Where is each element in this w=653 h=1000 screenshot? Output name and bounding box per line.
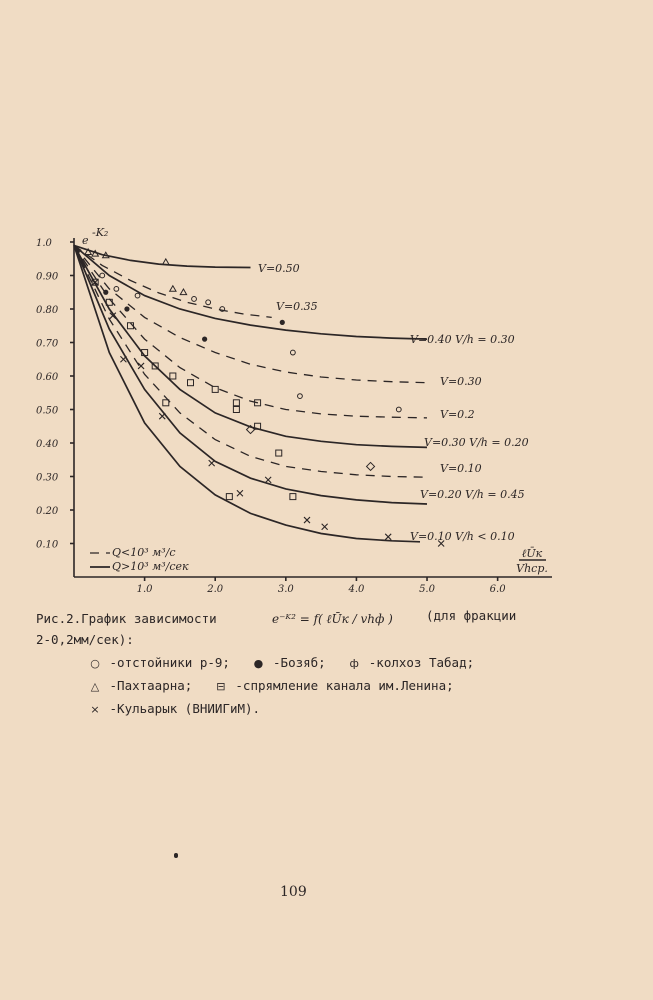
data-point-dot bbox=[103, 290, 108, 295]
filled-dot-icon: ● bbox=[253, 657, 264, 670]
data-point-triangle bbox=[163, 259, 169, 265]
y-axis-label-exponent: -K₂ bbox=[92, 226, 109, 239]
data-point-triangle bbox=[180, 289, 186, 295]
data-point-dot bbox=[124, 306, 129, 311]
data-point-circle bbox=[114, 287, 119, 292]
data-point-cross bbox=[237, 490, 243, 496]
x-axis-label-denominator: Vhср. bbox=[516, 562, 548, 575]
x-tick-label: 3.0 bbox=[277, 584, 294, 595]
legend-label: -Пахтаарна; bbox=[109, 678, 193, 693]
data-point-square bbox=[233, 400, 239, 406]
legend-label: -колхоз Табад; bbox=[368, 655, 475, 670]
data-point-square bbox=[170, 373, 176, 379]
data-point-square bbox=[212, 386, 218, 392]
legend-label: -Кульарык (ВНИИГиМ). bbox=[109, 701, 261, 716]
legend-label: -спрямление канала им.Ленина; bbox=[235, 678, 454, 693]
y-tick-label: 0.30 bbox=[36, 472, 59, 484]
curve-label: V=0.10 V/h < 0.10 bbox=[410, 530, 515, 543]
y-tick-label: 0.70 bbox=[36, 338, 59, 350]
data-point-circle bbox=[290, 350, 295, 355]
caption-suffix: (для фракции bbox=[426, 608, 517, 623]
series-curve bbox=[74, 245, 420, 541]
x-tick-label: 2.0 bbox=[207, 584, 224, 595]
y-tick-label: 0.20 bbox=[36, 506, 59, 517]
legend-entry bbox=[88, 652, 230, 675]
x-tick-label: 6.0 bbox=[489, 584, 506, 595]
circle-icon: ○ bbox=[90, 657, 100, 670]
y-tick-label: 0.10 bbox=[36, 539, 59, 551]
curve-label: V=0.50 bbox=[258, 262, 300, 275]
y-tick-label: 0.50 bbox=[36, 405, 59, 417]
caption-line-2: 2-0,2мм/сек): bbox=[36, 632, 134, 647]
data-point-circle bbox=[192, 297, 197, 302]
data-point-cross bbox=[304, 517, 310, 523]
y-tick-label: 0.90 bbox=[36, 271, 59, 283]
y-axis-label: e bbox=[82, 234, 89, 247]
legend-row-3 bbox=[88, 698, 608, 721]
y-tick-label: 0.60 bbox=[36, 372, 59, 383]
y-tick-label: 0.80 bbox=[36, 305, 59, 316]
x-tick-label: 1.0 bbox=[136, 584, 153, 595]
caption-line-1: Рис.2.График зависимости bbox=[36, 611, 217, 626]
data-point-diamond bbox=[367, 462, 375, 470]
caption-formula: e⁻ᴷ² = f( ℓŪк / vhф ) bbox=[272, 612, 393, 626]
x-tick-label: 5.0 bbox=[419, 584, 435, 595]
curve-label: V=0.30 bbox=[440, 375, 482, 388]
legend-line-label: Q<10³ м³/с bbox=[112, 546, 176, 559]
page-number: 109 bbox=[280, 884, 307, 900]
legend-entry bbox=[347, 652, 474, 675]
data-point-triangle bbox=[170, 286, 176, 292]
curve-label: V=0.10 bbox=[440, 462, 482, 475]
data-point-square bbox=[226, 494, 232, 500]
legend-entry bbox=[88, 698, 260, 721]
series-curve bbox=[74, 245, 427, 504]
curve-label: V=0.40 V/h = 0.30 bbox=[410, 333, 515, 346]
series-curve bbox=[74, 245, 427, 477]
x-axis-label-numerator: ℓŪк bbox=[521, 547, 543, 560]
y-tick-label: 1.0 bbox=[36, 238, 52, 249]
ink-spot bbox=[174, 853, 178, 858]
data-point-cross bbox=[322, 524, 328, 530]
y-tick-label: 0.40 bbox=[36, 439, 59, 450]
data-point-cross bbox=[138, 363, 144, 369]
data-point-cross bbox=[120, 356, 126, 362]
triangle-icon: △ bbox=[90, 680, 100, 693]
curve-label: V=0.2 bbox=[440, 408, 475, 421]
diamond-circle-icon: ф bbox=[349, 657, 359, 670]
data-point-cross bbox=[385, 534, 391, 540]
legend-entry bbox=[214, 675, 454, 698]
curve-label: V=0.30 V/h = 0.20 bbox=[424, 436, 529, 449]
data-point-circle bbox=[396, 407, 401, 412]
cross-icon: × bbox=[90, 703, 100, 716]
legend-entry bbox=[251, 652, 325, 675]
data-point-square bbox=[233, 407, 239, 413]
data-point-cross bbox=[265, 477, 271, 483]
series-curve bbox=[74, 245, 427, 382]
boxed-minus-icon: ⊟ bbox=[216, 680, 226, 693]
legend-entry bbox=[88, 675, 192, 698]
data-point-circle bbox=[298, 394, 303, 399]
figure-legend bbox=[88, 652, 608, 721]
data-point-dot bbox=[280, 320, 285, 325]
legend-row-2 bbox=[88, 675, 608, 698]
curve-label: V=0.20 V/h = 0.45 bbox=[420, 488, 525, 501]
legend-label: -Бозяб; bbox=[273, 655, 326, 670]
data-point-dot bbox=[202, 337, 207, 342]
curve-label: V=0.35 bbox=[276, 300, 318, 313]
legend-row-1 bbox=[88, 652, 608, 675]
data-point-square bbox=[188, 380, 194, 386]
legend-line-label: Q>10³ м³/сек bbox=[112, 560, 189, 573]
data-point-circle bbox=[100, 273, 105, 278]
x-tick-label: 4.0 bbox=[348, 584, 365, 595]
legend-label: -отстойники р-9; bbox=[109, 655, 230, 670]
data-point-cross bbox=[159, 413, 165, 419]
data-point-circle bbox=[206, 300, 211, 305]
data-point-square bbox=[290, 494, 296, 500]
data-point-cross bbox=[209, 460, 215, 466]
data-point-square bbox=[276, 450, 282, 456]
data-point-circle bbox=[135, 293, 140, 298]
